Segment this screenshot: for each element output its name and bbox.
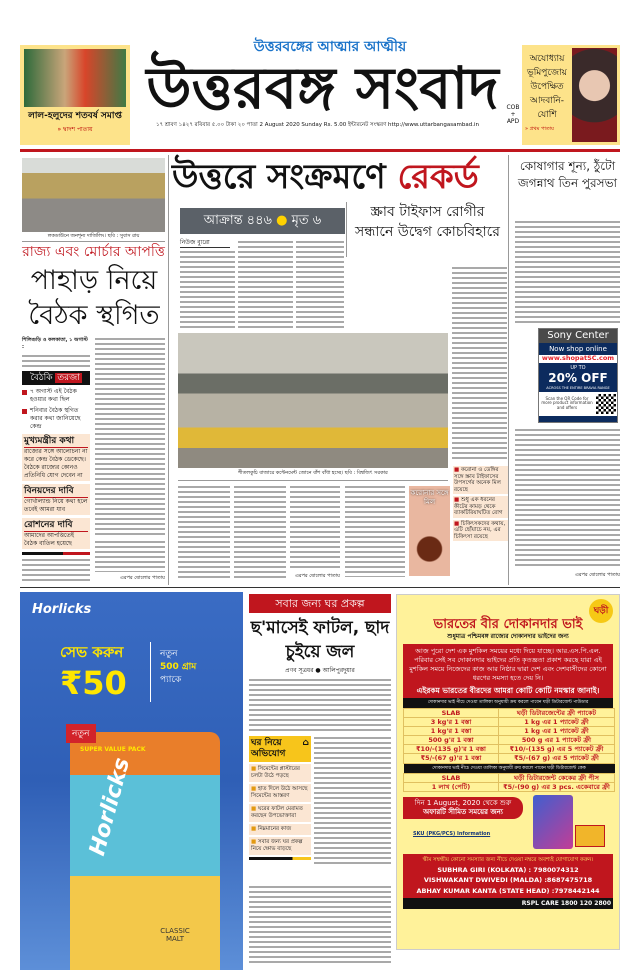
scrub-headline: স্ক্রাব টাইফাস রোগীর সন্ধানে উদ্বেগ কোচবিহারে — [355, 204, 500, 240]
article-body-text — [515, 220, 620, 324]
article-body-text — [249, 678, 391, 733]
layout-block — [404, 708, 615, 792]
housing-kicker: সবার জন্য ঘর প্রকল্প — [249, 594, 391, 613]
text: শুধু এক ধরনের কীটের কামড় থেকে ব্যাকটিরিয়াঘটিত রোগ — [454, 497, 503, 516]
masthead-title: উত্তরবঙ্গ সংবাদ — [146, 54, 499, 122]
layout-block — [249, 824, 311, 835]
layout-block — [249, 837, 311, 855]
text: RSPL CARE 1800 120 2800 — [403, 898, 613, 910]
text: বৈঠকি — [30, 373, 53, 383]
article-body-text — [180, 250, 235, 330]
layout-block — [404, 745, 615, 754]
box-title — [22, 371, 90, 385]
text: করোনার সঙ্গে মিল — [410, 489, 449, 506]
layout-block — [404, 736, 615, 745]
stat-infected: আক্রান্ত ৪৪৬ — [203, 213, 273, 228]
layout-block: ■ — [251, 766, 257, 772]
layout-block — [403, 644, 613, 698]
text: হাত দিলে উঠে আসছে সিমেন্টের আস্তরণ — [251, 786, 308, 799]
layout-block — [249, 764, 311, 782]
text: গোর্খাল্যান্ড নিয়ে কথা হলে তবেই আমরা যাব — [24, 498, 88, 513]
continued: এরপর ষোলোর পাতায় — [119, 575, 165, 581]
layout-block — [22, 337, 90, 582]
tagline: উত্তরবঙ্গের আত্মার আত্মীয় — [253, 39, 407, 55]
text: মুখ্যমন্ত্রীর কথা — [24, 435, 88, 448]
right-headline: কোষাগার শূন্য, ঠুঁটো জগন্নাথ তিন পুরসভা — [517, 159, 618, 190]
article-body-text — [234, 485, 286, 580]
quote-box — [22, 434, 90, 481]
ghadi-logo: ঘড়ী — [589, 599, 613, 623]
text: আমাদের আপত্তিতেই বৈঠক বাতিল হয়েছে — [24, 532, 74, 547]
text: Sony Center — [539, 329, 617, 343]
text: চিকিৎসকদের কথায়, এটি ছোঁয়াচে নয়, এর চিকিৎসা রয়েছে — [454, 520, 506, 540]
quote-box — [22, 518, 90, 549]
layout-block — [22, 552, 90, 555]
layout-block — [404, 717, 615, 726]
text: ভারতের বীর দোকানদার ভাই — [433, 617, 583, 632]
text: ABHAY KUMAR KANTA (STATE HEAD) :7978442144 — [416, 886, 600, 895]
left-promo[interactable] — [20, 45, 130, 145]
text: ঘর নিয়ে অভিযোগ — [251, 738, 286, 759]
layout-block — [346, 202, 347, 257]
text: ACROSS THE ENTIRE BRAVIA RANGE — [546, 385, 610, 390]
ghadi-cake — [575, 825, 605, 847]
text: ₹10/-(135 g) এর 5 প্যাকেট ফ্রী — [498, 745, 614, 754]
layout-block — [22, 409, 27, 414]
dateline: ১৭ শ্রাবণ ১৪২৭ রবিবার ৫.০০ টাকা ২০ পাতা 2 August 2020 Sunday Rs. 5.00 ইন্টারনেট সংস্করণ http://www.uttarbangasambad.in — [156, 122, 479, 128]
text: www.shopatSC.com — [539, 355, 617, 363]
text: 3 kg'র 1 বস্তা — [404, 717, 499, 726]
layout-block — [453, 466, 508, 541]
layout-block — [150, 642, 151, 702]
layout-block — [404, 708, 615, 717]
right-promo-headline: অযোধ্যায় ভূমিপুজোয় উপেক্ষিত আদবানি-যোশি — [527, 54, 567, 120]
layout-block — [404, 754, 615, 763]
text: দিন 1 August, 2020 থেকে শুরু — [414, 799, 512, 808]
article-body-text — [238, 240, 293, 330]
layout-block — [403, 797, 523, 819]
lead-continued: এরপর ষোলোর পাতায় — [294, 573, 340, 579]
layout-block — [404, 727, 615, 736]
text: সিমেন্টের প্লাস্টারের চলটা উঠে পড়ছে — [251, 766, 300, 779]
layout-block — [160, 648, 196, 687]
layout-block — [178, 480, 448, 481]
text: ₹5/-(67 g) এর 5 প্যাকেট ফ্রী — [498, 754, 614, 763]
right-promo-ref: » প্রথম পাতায় — [525, 126, 554, 132]
text: Now shop online — [549, 345, 607, 353]
text: রোশনের দাবি — [24, 519, 88, 532]
layout-block: ■ — [251, 826, 257, 832]
house-icon: ⌂ — [302, 738, 309, 748]
article-body-text — [249, 885, 391, 965]
text: নিম্নমানের কাজ — [257, 826, 292, 832]
layout-block: ■ — [251, 839, 257, 845]
article-body-text — [290, 485, 340, 570]
text: ₹50 — [60, 664, 127, 702]
housing-headline: ছ'মাসেই ফাটল, ছাদ চুইয়ে জল — [250, 618, 390, 662]
stat-bar — [180, 208, 345, 234]
article-body-text — [345, 485, 405, 577]
layout-block — [508, 155, 509, 585]
edition: COB + APD — [506, 104, 520, 125]
quote-box — [22, 484, 90, 515]
qr-code-icon — [596, 394, 616, 414]
text: SLAB — [404, 774, 499, 783]
layout-block: ■ — [454, 520, 460, 527]
article-body-text — [178, 485, 230, 580]
masthead-rule — [20, 149, 620, 152]
byline: নিউজ ব্যুরো — [180, 239, 230, 248]
text: VISHWAKANT DWIVEDI (MALDA) :8687475718 — [423, 876, 593, 885]
article-body-text — [515, 428, 620, 568]
photo-caption: লকডাউনে জনশূন্য দার্জিলিং। ছবি : সুবাস রায় — [47, 233, 140, 239]
layout-block — [403, 854, 613, 897]
text: 1 kg এর 1 প্যাকেট ফ্রী — [498, 717, 614, 726]
lead-photo-caption: শীতলকুচি বাজারে কন্টেনমেন্ট জোনে বাঁশ বাঁধা হচ্ছে। ছবি : বিশ্বজিৎ সরকার — [238, 470, 388, 476]
text: তরজা — [57, 373, 80, 383]
left-dateline: শিলিগুড়ি ও কলকাতা, ১ অগাস্ট : — [22, 337, 88, 350]
ghadi-ad[interactable] — [396, 594, 620, 950]
bullet — [22, 388, 90, 404]
layout-block — [172, 156, 505, 200]
article-body-text — [22, 354, 90, 368]
lead-headline — [172, 156, 479, 198]
text: CLASSIC MALT — [160, 927, 190, 943]
layout-block — [168, 155, 169, 585]
scrub-inset — [409, 486, 450, 576]
advani-photo — [572, 48, 617, 142]
article-body-text — [296, 240, 344, 330]
text: বিনয়দের দাবি — [24, 485, 88, 498]
text: SLAB — [404, 708, 499, 717]
sony-ad[interactable] — [538, 328, 618, 423]
layout-block — [249, 784, 311, 802]
promo-photo — [24, 49, 126, 107]
text: 1 kg'র 1 বস্তা — [404, 727, 499, 736]
layout-block: ■ — [251, 786, 257, 792]
text: শনিবার বৈঠক স্থগিত করার কথা জানিয়েছে কেন্দ্র — [30, 407, 81, 430]
left-headline: পাহাড় নিয়ে বৈঠক স্থগিত — [28, 265, 160, 331]
text: SUPER VALUE PACK — [80, 746, 146, 753]
right-continued: এরপর ষোলোর পাতায় — [574, 572, 620, 578]
layout-block — [22, 241, 165, 242]
layout-block — [525, 48, 569, 142]
bullet — [22, 407, 90, 431]
layout-block — [404, 763, 615, 774]
text: অফারটি সীমিত সময়ের জন্য — [423, 808, 503, 817]
text: নতুন — [66, 724, 96, 743]
layout-block — [249, 804, 311, 822]
text: 20% OFF — [548, 371, 608, 386]
layout-block — [249, 736, 311, 762]
promo-caption: লাল-হলুদের শতবর্ষ সমাপ্ত — [28, 111, 122, 121]
article-body-text — [95, 337, 165, 537]
text: 500 গ্রাম — [160, 662, 197, 672]
right-promo[interactable] — [522, 45, 620, 145]
text: SUBHRA GIRI (KOLKATA) : 7980074312 — [437, 866, 579, 875]
article-body-text — [314, 736, 391, 866]
slab-table — [403, 708, 615, 793]
text: UP TO — [570, 365, 586, 372]
layout-block — [20, 587, 620, 588]
layout-block: ● — [276, 213, 288, 228]
horlicks-ad[interactable] — [20, 592, 243, 970]
containment-photo — [178, 333, 448, 468]
left-kicker: রাজ্য এবং মোর্চার আপত্তি — [22, 244, 165, 260]
complaint-box — [249, 736, 311, 860]
layout-block — [403, 795, 613, 851]
ghadi-pack — [533, 795, 573, 849]
text: প্যাকে — [160, 675, 182, 685]
text: ₹5/-(90 g) এর 3 pcs. একেবারে ফ্রী — [498, 783, 614, 792]
text: ঘরের ফাটল মেরামত করছেন উপভোক্তারা — [251, 806, 303, 819]
text: Scan the QR Code for more product information and offers — [541, 395, 593, 411]
article-body-text — [95, 540, 165, 572]
text: রেকর্ড — [397, 157, 479, 197]
promo-ref: » দ্বাদশ পাতায় — [57, 126, 93, 133]
text: Horlicks — [32, 602, 92, 617]
layout-block — [539, 392, 617, 416]
article-body-text — [22, 558, 90, 582]
text: আজ পুরো দেশ এক মুশকিল সময়ের মধ্যে দিয়ে যাচ্ছে। আর.এস.পি.এল. পরিবার সেই সব দোকানদার ভাইদের প্রতি কৃতজ্ঞতা প্রকাশ করছে যারা এই মুশকিল সময়ে নিজেদের কাজ আর নিষ্ঠার দ্বারা দেশ এবং দেশবাসীদের কোনো ধরণের সমস্যা হতে দেয় নি। — [409, 646, 607, 682]
scrub-bullet — [453, 496, 508, 518]
text: স্কীম সম্বন্ধীয় কোনো সমস্যার জন্য নীচে দেওয়া নম্বরে অবশ্যই যোগাযোগ করুন। — [422, 857, 594, 864]
text: 500 g'র 1 বস্তা — [404, 736, 499, 745]
housing-byline: প্রণব সূত্রধর ● আলিপুরদুয়ার — [285, 667, 355, 674]
text: সেভ করুন — [60, 643, 124, 661]
layout-block — [404, 774, 615, 783]
text: দোকানদার ভাই নীচে দেওয়া তালিকা অনুযায়ী ক্রয় করলে পাবেন ঘড়ী ডিটারজেন্ট পাউডার — [403, 698, 613, 708]
text: 1 লাখ (পেটি) — [404, 783, 499, 792]
text: ৭ অগাস্ট এই বৈঠক হওয়ার কথা ছিল — [30, 388, 77, 403]
text: উত্তরে সংক্রমণে — [172, 157, 386, 197]
text: সবার জন্য ঘর প্রকল্প নিয়ে ক্ষোভ বাড়ছে — [251, 839, 303, 852]
text: করোনা ও ডেঙ্গির সঙ্গে স্ক্রাব টাইফাসের উপসর্গের অনেক মিল রয়েছে — [454, 467, 501, 493]
layout-block: ■ — [454, 497, 460, 503]
text: ঘড়ী ডিটারজেন্ট কেকের ফ্রী পীস — [498, 774, 614, 783]
text: ঘড়ী ডিটারজেন্টের ফ্রী প্যাকেট — [498, 708, 614, 717]
text: Horlicks — [85, 755, 136, 859]
text: রাজ্যের সঙ্গে আলোচনা না করে কেন্দ্র বৈঠক ডেকেছে। বৈঠকে রাজ্যের কোনও প্রতিনিধি যোগ দেবেন না — [24, 448, 88, 479]
layout-block — [140, 54, 505, 122]
text: নতুন — [160, 649, 178, 659]
scrub-bullet — [453, 466, 508, 494]
stat-dead: মৃত ৬ — [291, 213, 322, 228]
text: ₹5/-(67 g)'র 1 বস্তা — [404, 754, 499, 763]
layout-block — [404, 783, 615, 792]
text: এইরকম ভারতের বীরদের আমরা কোটি কোটি নমস্কার জানাই। — [416, 685, 600, 695]
text: SKU (PKG/PCS) Information — [413, 831, 491, 838]
layout-block: ■ — [251, 806, 257, 812]
darjeeling-photo — [22, 158, 165, 232]
layout-block — [22, 390, 27, 395]
horlicks-jar — [70, 729, 220, 970]
text: 500 g এর 1 প্যাকেট ফ্রী — [498, 736, 614, 745]
text: ₹10/-(135 g)'র 1 বস্তা — [404, 745, 499, 754]
article-body-text — [452, 266, 507, 461]
text: 1 kg এর 1 প্যাকেট ফ্রী — [498, 727, 614, 736]
text: শুধুমাত্র পশ্চিমবঙ্গ রাজ্যের দোকানদার ভাইদের জন্য — [447, 633, 569, 641]
scrub-bullet — [453, 520, 508, 542]
layout-block — [249, 857, 311, 860]
text: দোকানদার ভাই নীচে দেওয়া তালিকা অনুযায়ী ক্রয় করলে পাবেন ঘড়ী ডিটারজেন্ট কেক — [404, 763, 615, 774]
layout-block: ■ — [454, 467, 460, 473]
